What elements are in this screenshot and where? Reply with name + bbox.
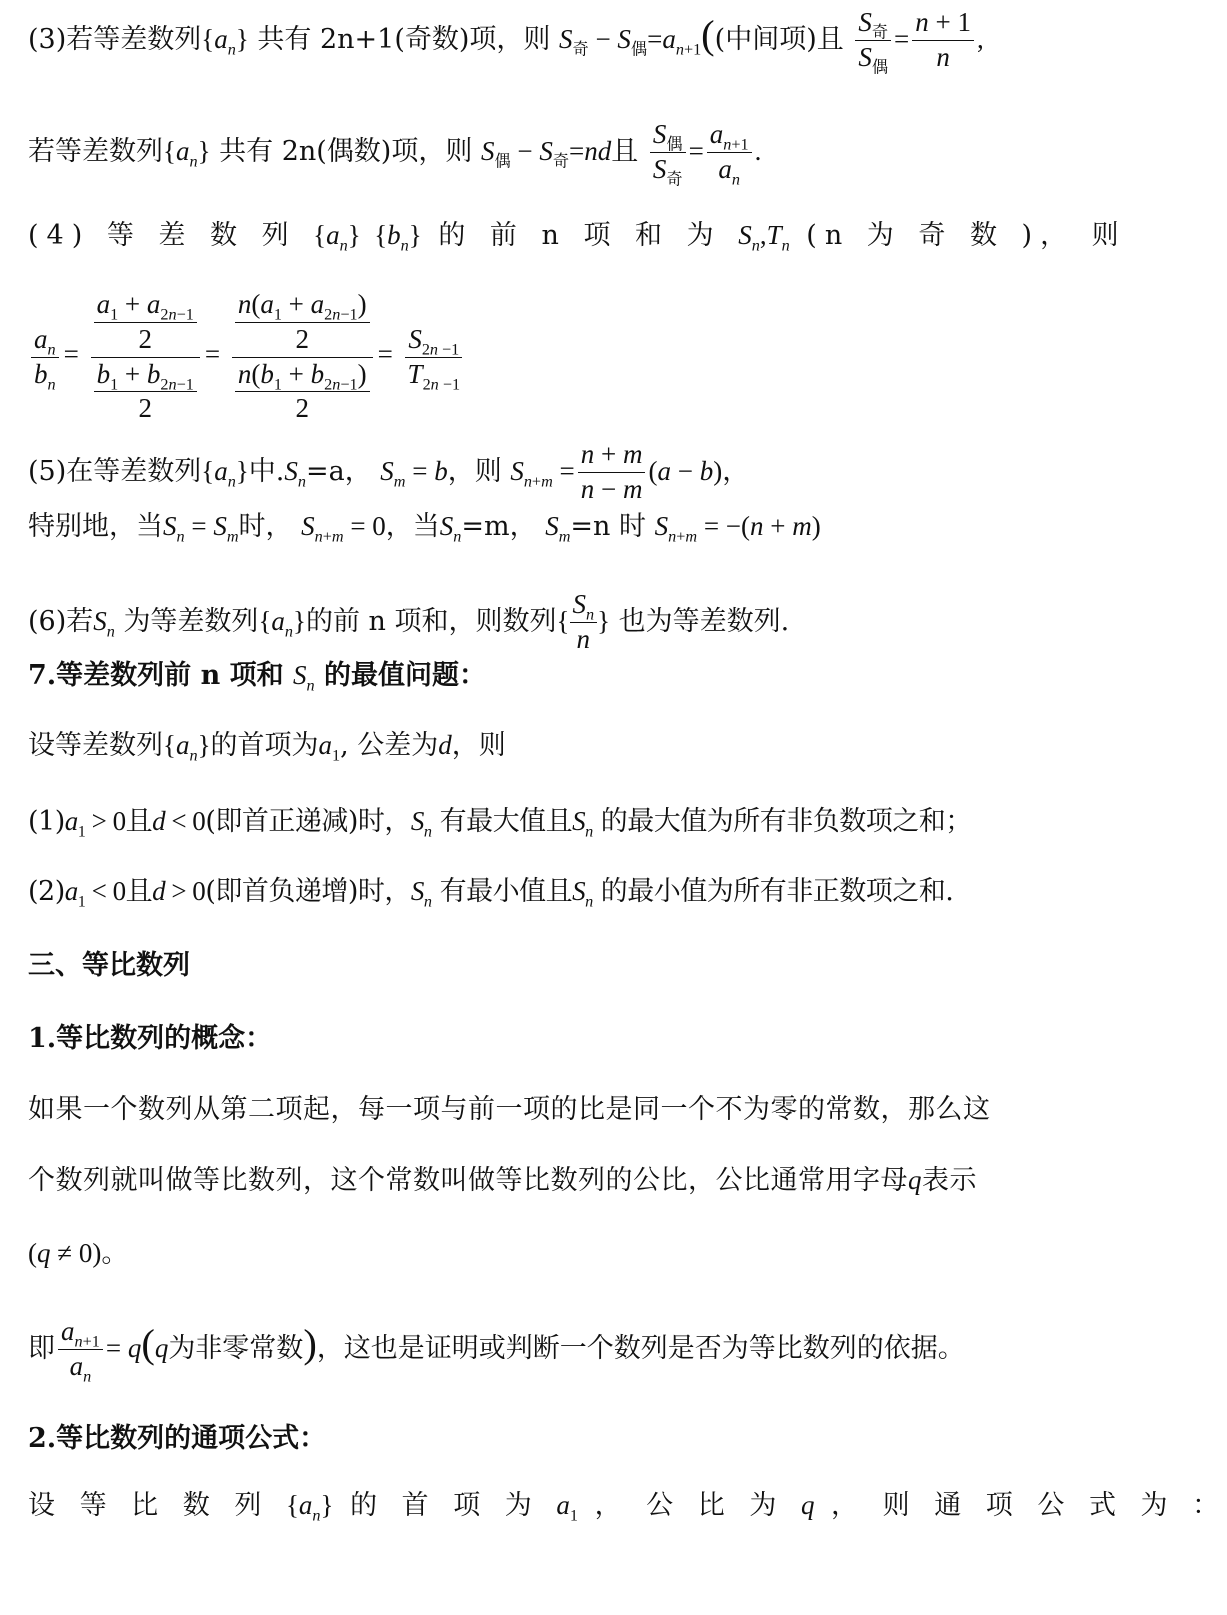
text: 也为等差数列. [618,605,790,637]
text: 的前 n 项和，则数列 [305,605,557,637]
line-5: (5)在等差数列$\{a_n\}$中$.S_n=a$， $S_m = b$，则 $S_{n+m}$ = $\frac{n + m}{n - m}$ (a − b)， [28,439,750,504]
heading-7: 7.等差数列前 n 项和 $S_n$ 的最值问题： [28,660,487,695]
text: (2) [28,876,65,907]
text: ，这也是证明或判断一个数列是否为等比数列的依据。 [316,1332,965,1364]
text: =m， [461,511,537,542]
text: ，当 [385,511,440,542]
line-4: (4) 等 差 数 列 $\{a_n\}$ $\{b_n\}$ 的 前 n 项 和 为 $S_n,T_n$ (n 为 奇 数 )， 则 [28,220,1127,255]
text: 共有 2n+1(奇数)项，则 [257,23,551,55]
heading-1: 1.等比数列的概念： [28,1023,273,1054]
math-fraction: $S_偶$ $S_奇$ [650,118,686,187]
text: 的最小值为所有非正数项之和. [600,876,954,907]
text: (4) 等 差 数 列 [28,220,297,251]
text: (6)若 [28,605,94,637]
text: (5)在等差数列 [28,455,202,487]
text: 特别地，当 [28,511,163,542]
formula-4: $\frac{a_n}{b_n}$ = $\frac{\frac{a_1 + a_{2n-1}}{2}}{\frac{b_1 + b_{2n-1}}{2}}$ = $\frac{\frac{n(a_1 + a_{2n-1})}{2}}{\frac{n(b_1 + b_{2n-1})}{2}}$ = $\frac{S_{2n -1}}{T_{2n -1}}$ [28,288,466,426]
text: 个数列就叫做等比数列，这个常数叫做等比数列的公比，公比通常用字母 [28,1165,908,1196]
text: 设 等 比 数 列 [28,1490,270,1521]
text: 的 首 项 为 [350,1490,540,1521]
text: 共有 2n(偶数)项，则 [219,135,473,167]
text: 的最大值为所有非负数项之和； [600,806,972,837]
text: =a， [305,455,372,487]
math-fraction: $\frac{n + 1}{n}$ [912,6,974,75]
text: 有最小值且 [439,876,573,907]
math-even-minus-odd: $S_偶 - S_奇=nd$ [480,135,612,171]
text: =n 时 [570,511,647,542]
text: 中. [248,455,285,487]
text: 的首项为 [210,730,319,761]
definition-line-1: 如果一个数列从第二项起，每一项与前一项的比是同一个不为零的常数，那么这 [28,1094,991,1125]
text: (中间项)且 [714,23,844,55]
text: 表示 [922,1165,977,1196]
text: 为等差数列 [123,605,259,637]
text: ， 则 通 项 公 式 为 ： [831,1490,1227,1521]
ratio-line: 即 $\frac{a_{n+1}}{a_n}$ = q(q为非零常数)，这也是证明或判断一个数列是否为等比数列的依据。 [28,1316,965,1386]
text: 设等差数列 [28,730,163,761]
text: 的 前 n 项 和 为 [438,220,722,251]
text: , 公差为 [340,730,439,761]
text: (3)若等差数列 [28,23,202,55]
text: 若等差数列 [28,135,163,167]
text: 即 [28,1332,55,1364]
text: 时， [238,511,293,542]
math-fraction: $\frac{a_{n+1}}{a_n}$ [707,118,752,187]
text: 且 [125,806,153,837]
math-fraction: $S_奇$ $S_偶$ [855,6,891,75]
last-line: 设 等 比 数 列 $\{a_n\}$ 的 首 项 为 $a_1$ ， 公 比 为 q ， 则 通 项 公 式 为 ： [28,1490,1227,1525]
text: (即首正递减)时， [205,806,411,837]
math-sequence-a: $\{a_n\}$ [201,23,249,59]
text: ，则 [447,455,502,487]
text: 的最值问题： [324,660,487,691]
line-5-special: 特别地，当$S_n = S_m$时， $S_{n+m} = 0$，当$S_n=m$， $S_m=n$ 时 $S_{n+m} = -(n + m)$ [28,511,821,546]
text: 有最大值且 [439,806,573,837]
text: ， 公 比 为 [594,1490,785,1521]
text: 且 [611,135,639,167]
para-7: 设等差数列$\{a_n\}$的首项为$a_1$, 公差为d，则 [28,730,506,765]
text: (1) [28,806,65,837]
text: (n 为 奇 数 )， 则 [806,220,1127,251]
text: 为非零常数 [168,1332,304,1364]
section-3-title: 三、等比数列 [28,950,190,981]
case-1: $(1)a_1 > 0$且d < 0(即首正递减)时，$S_n$ 有最大值且$S_n$ 的最大值为所有非负数项之和； [28,806,972,841]
line-6: (6)若$S_n$ 为等差数列$\{a_n\}$的前 n 项和，则数列{ $\frac{S_n}{n}$ } 也为等差数列. [28,589,790,654]
text: 且 [125,876,153,907]
definition-line-2: 个数列就叫做等比数列，这个常数叫做等比数列的公比，公比通常用字母q表示 [28,1165,977,1196]
case-2: $(2)a_1 < 0$且d > 0(即首负递增)时，$S_n$ 有最小值且$S_n$ 的最小值为所有非正数项之和. [28,876,954,911]
definition-line-3: (q ≠ 0)。 [28,1238,129,1269]
heading-2: 2.等比数列的通项公式： [28,1423,327,1454]
text: ，则 [451,730,506,761]
text: 。 [101,1238,129,1269]
math-odd-minus-even: $S_奇 - S_偶=a_{n+1}$ [559,23,702,59]
text: 7.等差数列前 n 项和 [28,660,284,691]
text: (即首负递增)时， [205,876,411,907]
text: ， [722,455,750,487]
line-3-odd: (3)若等差数列$\{a_n\}$ 共有 2n+1(奇数)项，则 $S_奇 - S_偶=a_{n+1}$((中间项)且 $S_奇$ $S_偶$ = $\frac{n + 1}{n}$ , [28,7,984,77]
line-3-even: 若等差数列$\{a_n\}$ 共有 2n(偶数)项，则 $S_偶 - S_奇=nd$且 $S_偶$ $S_奇$ = $\frac{a_{n+1}}{a_n}$ . [28,119,762,189]
